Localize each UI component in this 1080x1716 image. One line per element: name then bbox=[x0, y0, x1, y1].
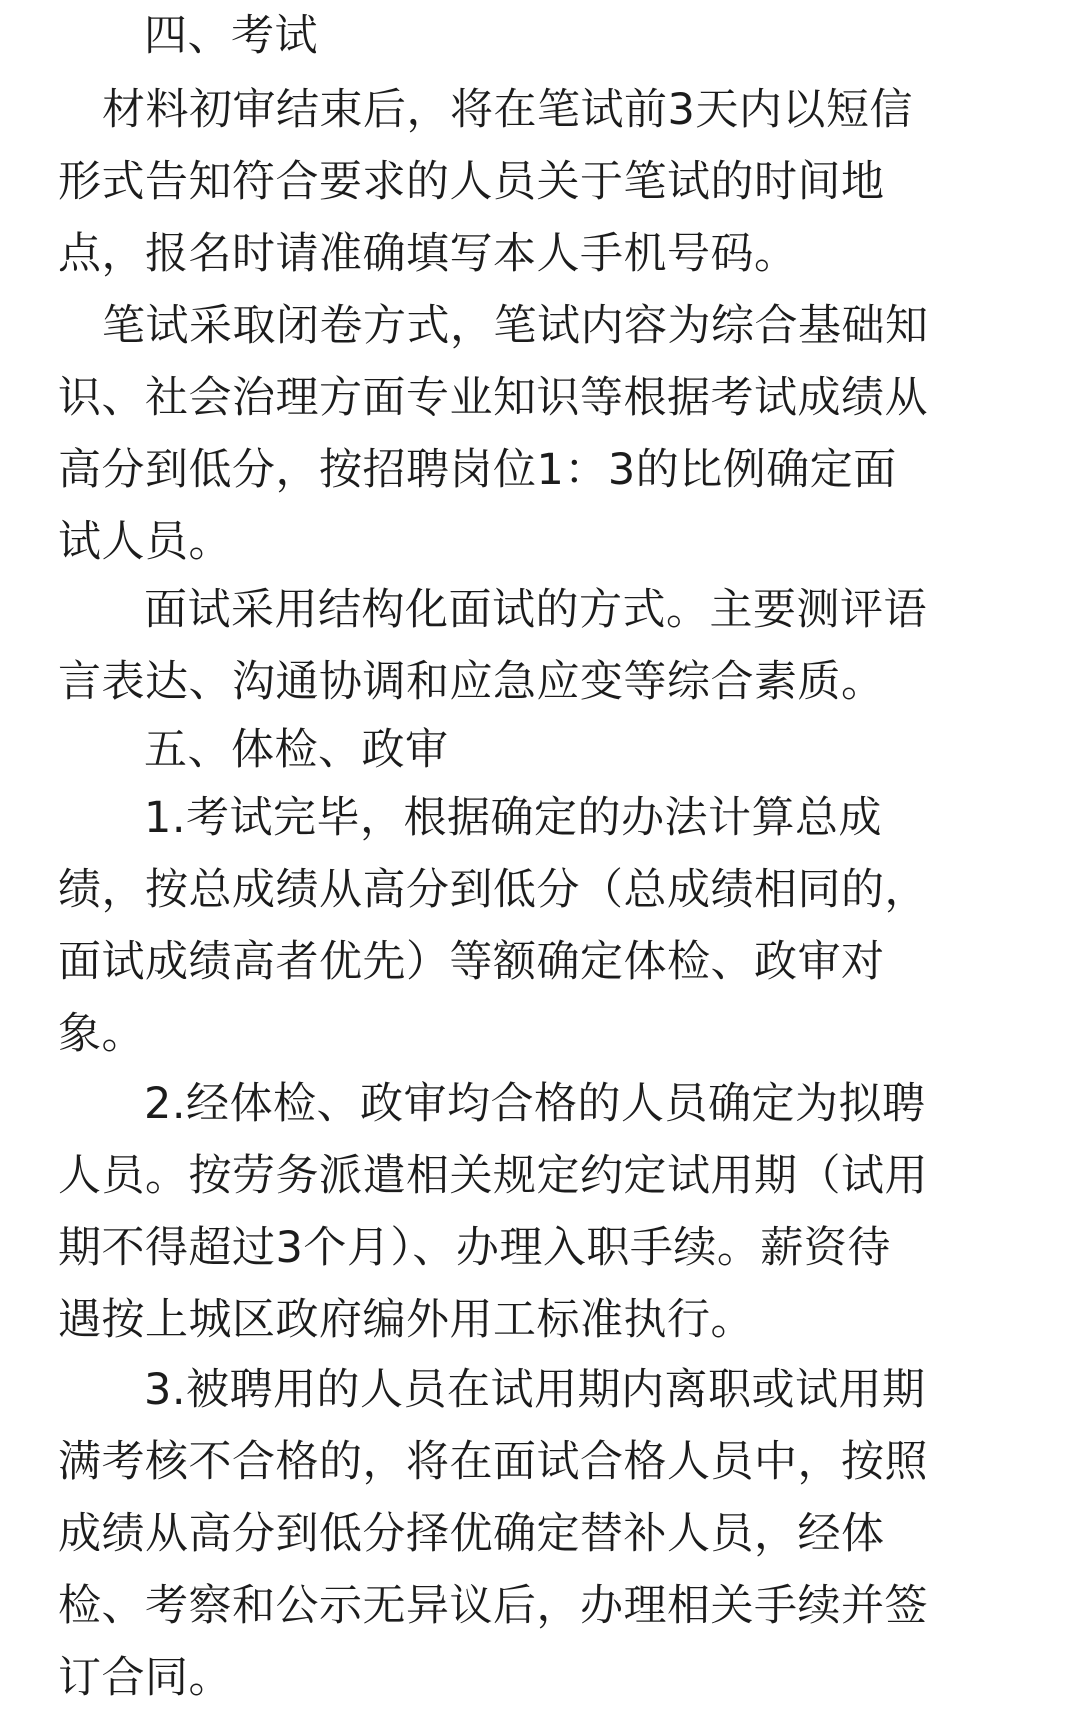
section-4-paragraph-3 bbox=[58, 574, 1048, 718]
section-4-heading bbox=[58, 0, 1048, 72]
text-line: 人员。按劳务派遣相关规定约定试用期（试用 bbox=[58, 1151, 928, 1201]
text-line: 面试成绩高者优先）等额确定体检、政审对 bbox=[58, 937, 885, 987]
text-line: 期不得超过3个月）、办理入职手续。薪资待 bbox=[58, 1223, 891, 1273]
text-line: 成绩从高分到低分择优确定替补人员，经体 bbox=[58, 1509, 885, 1559]
text-line: 遇按上城区政府编外用工标准执行。 bbox=[58, 1295, 754, 1345]
section-5-item-3 bbox=[58, 1354, 1048, 1714]
text-line: 面试采用结构化面试的方式。主要测评语 bbox=[144, 585, 927, 635]
text-line: 高分到低分，按招聘岗位1：3的比例确定面 bbox=[58, 445, 897, 495]
text-line: 象。 bbox=[58, 1009, 145, 1059]
text-line: 检、考察和公示无异议后，办理相关手续并签 bbox=[58, 1581, 928, 1631]
text-line: 形式告知符合要求的人员关于笔试的时间地 bbox=[58, 157, 885, 207]
text-line: 绩，按总成绩从高分到低分（总成绩相同的， bbox=[58, 865, 928, 915]
text-line: 2.经体检、政审均合格的人员确定为拟聘 bbox=[144, 1079, 926, 1129]
text-line: 3.被聘用的人员在试用期内离职或试用期 bbox=[144, 1365, 926, 1415]
text-line: 试人员。 bbox=[58, 517, 232, 567]
text-line: 材料初审结束后，将在笔试前3天内以短信 bbox=[102, 85, 913, 135]
text-line: 满考核不合格的，将在面试合格人员中，按照 bbox=[58, 1437, 928, 1487]
text-line: 笔试采取闭卷方式，笔试内容为综合基础知 bbox=[102, 301, 929, 351]
text-line: 点，报名时请准确填写本人手机号码。 bbox=[58, 229, 798, 279]
text-line: 言表达、沟通协调和应急应变等综合素质。 bbox=[58, 657, 885, 707]
section-4-paragraph-2 bbox=[58, 290, 1048, 578]
text-line: 识、社会治理方面专业知识等根据考试成绩从 bbox=[58, 373, 928, 423]
section-4-paragraph-1 bbox=[58, 74, 1048, 290]
document-body bbox=[58, 0, 1048, 1714]
section-5-heading bbox=[58, 714, 1048, 786]
section-5-item-1 bbox=[58, 782, 1048, 1070]
heading-text: 四、考试 bbox=[144, 11, 318, 61]
section-5-item-2 bbox=[58, 1068, 1048, 1356]
heading-text: 五、体检、政审 bbox=[144, 725, 449, 775]
text-line: 订合同。 bbox=[58, 1653, 232, 1703]
text-line: 1.考试完毕，根据确定的办法计算总成 bbox=[144, 793, 883, 843]
